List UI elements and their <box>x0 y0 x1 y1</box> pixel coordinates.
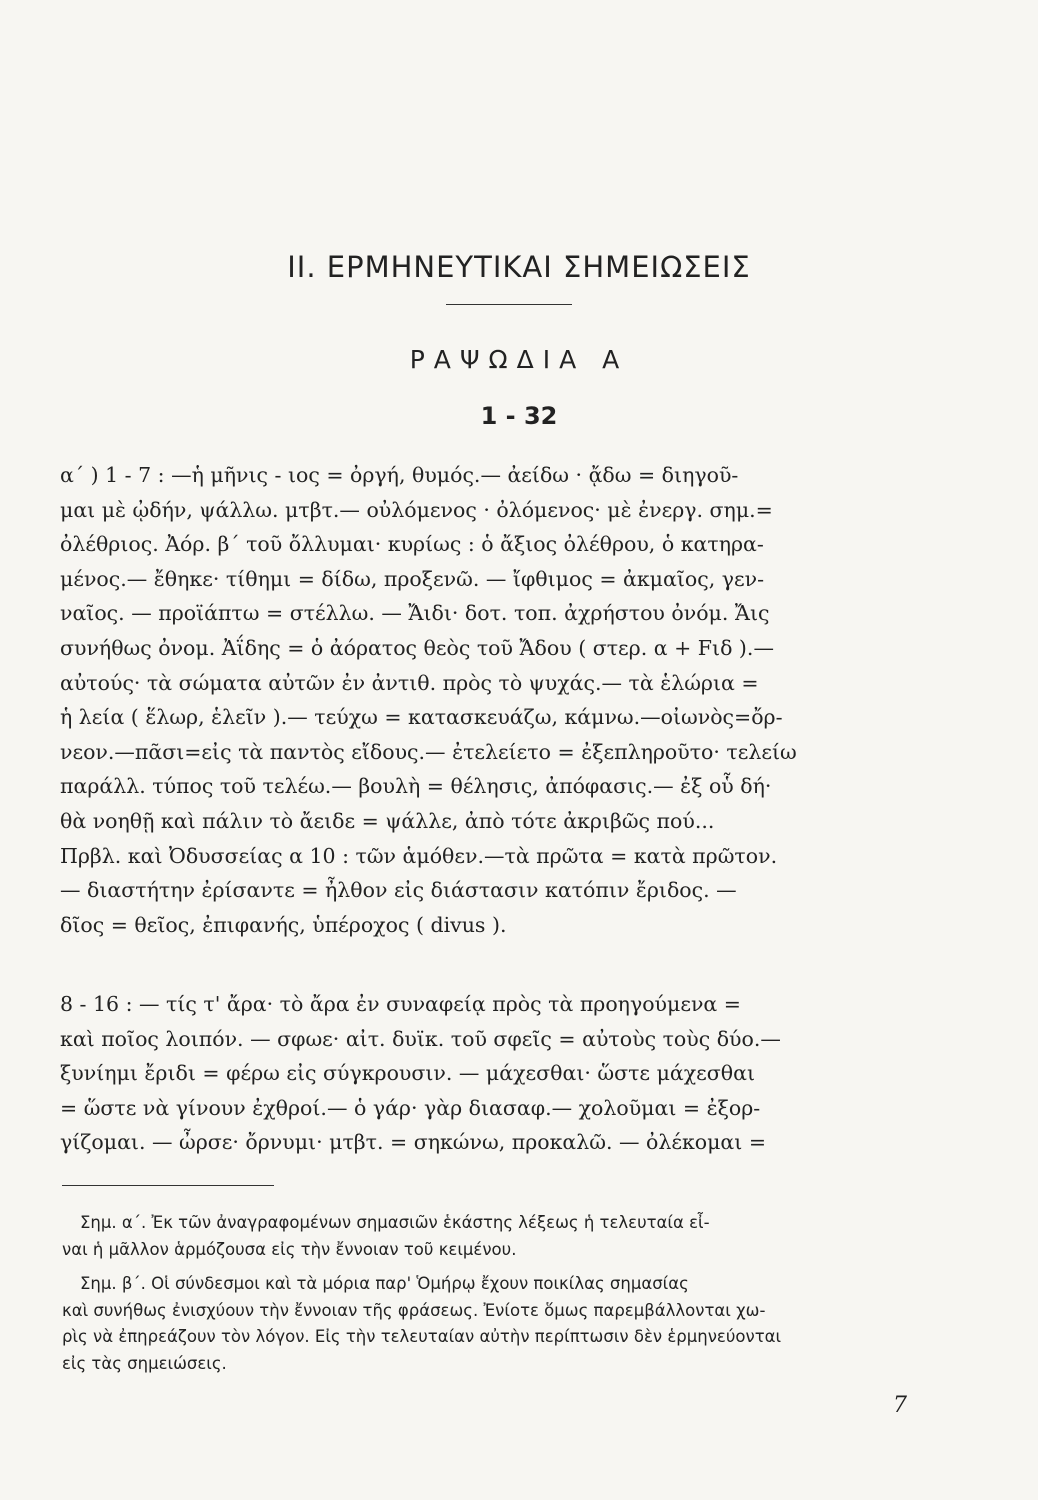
footnote-divider <box>62 1185 274 1186</box>
text-line: δῖος = θεῖος, ἐπιφανής, ὑπέροχος ( divus ). <box>60 912 507 937</box>
text-line: θὰ νοηθῇ καὶ πάλιν τὸ ἄειδε = ψάλλε, ἀπὸ τότε ἀκριβῶς πού... <box>60 808 715 833</box>
text-line: συνήθως ὀνομ. Ἀΐδης = ὁ ἀόρατος θεὸς τοῦ Ἄδου ( στερ. α + Fιδ ).— <box>60 635 774 660</box>
footnote-line: Σημ. α΄. Ἐκ τῶν ἀναγραφομένων σημασιῶν ἑκάστης λέξεως ἡ τελευταία εἶ- <box>80 1213 710 1232</box>
section-title: II. ΕΡΜΗΝΕΥΤΙΚΑΙ ΣΗΜΕΙΩΣΕΙΣ <box>287 250 751 284</box>
footnote-line: εἰς τὰς σημειώσεις. <box>62 1353 227 1373</box>
footnote-line: Σημ. β΄. Οἱ σύνδεσμοι καὶ τὰ μόρια παρ' Ὁμήρῳ ἔχουν ποικίλας σημασίας <box>80 1274 689 1293</box>
title-divider <box>446 304 572 305</box>
text-line: νεον.—πᾶσι=εἰς τὰ παντὸς εἴδους.— ἐτελείετο = ἐξεπληροῦτο· τελείω <box>60 739 797 764</box>
footnote-line: ναι ἡ μᾶλλον ἁρμόζουσα εἰς τὴν ἔννοιαν τοῦ κειμένου. <box>62 1239 517 1259</box>
footnote-b <box>62 1271 920 1377</box>
commentary-paragraph-1 <box>60 458 910 942</box>
footnote-line: ρὶς νὰ ἐπηρεάζουν τὸν λόγον. Εἰς τὴν τελευταίαν αὐτὴν περίπτωσιν δὲν ἑρμηνεύονται <box>62 1327 782 1346</box>
footnote-line: καὶ συνήθως ἐνισχύουν τὴν ἔννοιαν τῆς φράσεως. Ἐνίοτε ὅμως παρεμβάλλονται χω- <box>62 1300 766 1320</box>
text-line: ξυνίημι ἔριδι = φέρω εἰς σύγκρουσιν. — μάχεσθαι· ὥστε μάχεσθαι <box>60 1061 755 1086</box>
text-line: καὶ ποῖος λοιπόν. — σφωε· αἰτ. δυϊκ. τοῦ σφεῖς = αὐτοὺς τοὺς δύο.— <box>60 1026 781 1051</box>
text-line: Πρβλ. καὶ Ὀδυσσείας α 10 : τῶν ἁμόθεν.—τὰ πρῶτα = κατὰ πρῶτον. <box>60 843 778 868</box>
text-line: 8 - 16 : — τίς τ' ἄρα· τὸ ἄρα ἐν συναφείᾳ πρὸς τὰ προηγούμενα = <box>60 992 741 1016</box>
verse-range: 1 - 32 <box>480 402 558 430</box>
text-line: γίζομαι. — ὦρσε· ὄρνυμι· μτβτ. = σηκώνω, προκαλῶ. — ὀλέκομαι = <box>60 1130 767 1155</box>
text-line: ὀλέθριος. Ἀόρ. β΄ τοῦ ὄλλυμαι· κυρίως : ὁ ἄξιος ὀλέθρου, ὁ κατηρα- <box>60 532 764 557</box>
text-line: ἡ λεία ( ἕλωρ, ἑλεῖν ).— τεύχω = κατασκευάζω, κάμνω.—οἰωνὸς=ὄρ- <box>60 705 783 730</box>
text-line: ναῖος. — προϊάπτω = στέλλω. — Ἄιδι· δοτ. τοπ. ἀχρήστου ὀνόμ. Ἄις <box>60 601 770 626</box>
commentary-paragraph-2 <box>60 987 910 1160</box>
text-line: = ὥστε νὰ γίνουν ἐχθροί.— ὁ γάρ· γὰρ διασαφ.— χολοῦμαι = ἐξορ- <box>60 1095 761 1120</box>
footnote-a <box>62 1210 920 1263</box>
text-line: παράλλ. τύπος τοῦ τελέω.— βουλὴ = θέλησις, ἀπόφασις.— ἐξ οὗ δή· <box>60 774 772 799</box>
text-line: μένος.— ἔθηκε· τίθημι = δίδω, προξενῶ. — ἴφθιμος = ἀκμαῖος, γεν- <box>60 566 765 591</box>
page-number: 7 <box>893 1393 907 1418</box>
text-line: μαι μὲ ᾠδήν, ψάλλω. μτβτ.— οὐλόμενος · ὀλόμενος· μὲ ἐνεργ. σημ.= <box>60 497 773 522</box>
text-line: α΄ ) 1 - 7 : —ἡ μῆνις - ιος = ὀργή, θυμός.— ἀείδω · ᾄδω = διηγοῦ- <box>60 463 739 487</box>
text-line: αὐτούς· τὰ σώματα αὐτῶν ἐν ἀντιθ. πρὸς τὸ ψυχάς.— τὰ ἑλώρια = <box>60 670 759 695</box>
text-line: — διαστήτην ἐρίσαντε = ἦλθον εἰς διάστασιν κατόπιν ἔριδος. — <box>60 878 737 903</box>
rhapsody-heading: ΡΑΨΩΔΙΑ Α <box>409 345 629 374</box>
footnotes <box>62 1210 920 1385</box>
